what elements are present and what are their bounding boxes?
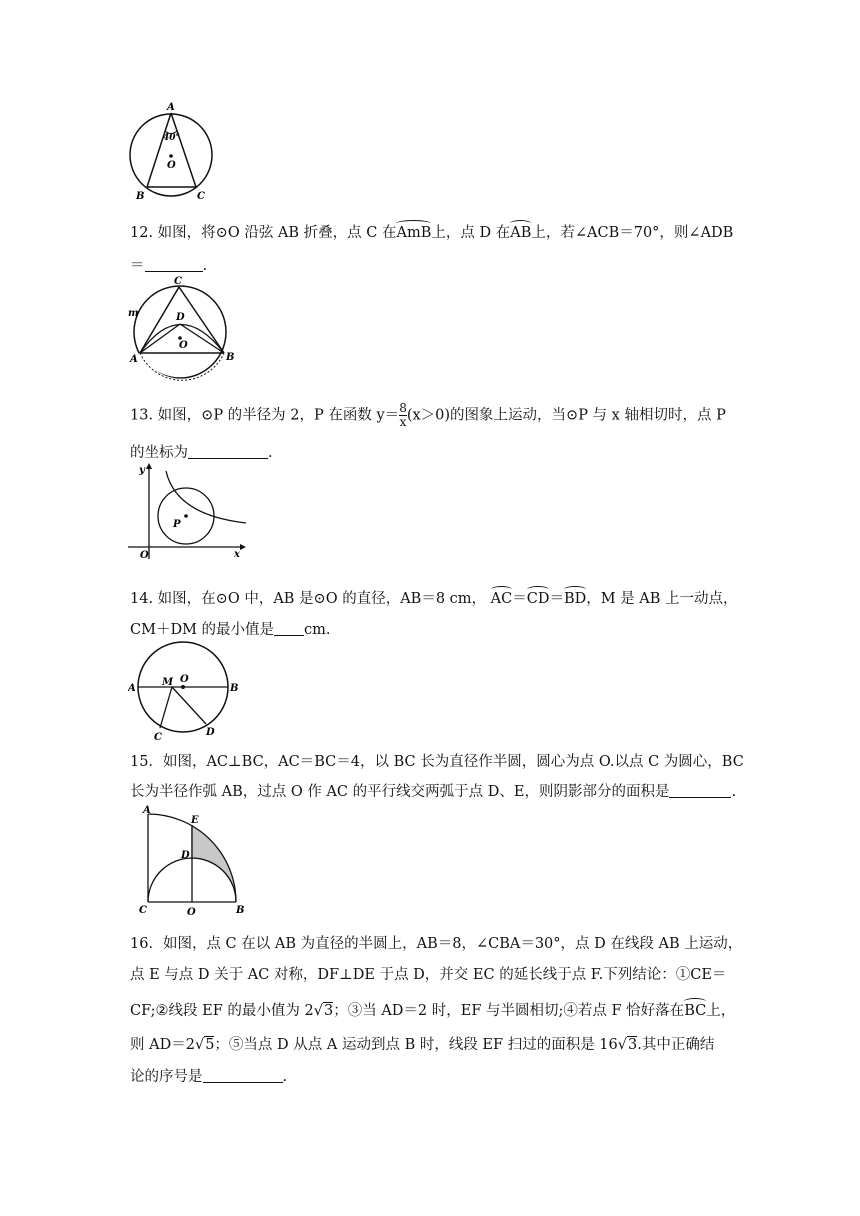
q13-line2 (130, 441, 273, 462)
q16-text-g: ；⑤当点 D 从点 A 运动到点 B 时，线段 EF 扫过的面积是 16 (214, 1037, 618, 1053)
q13-text-b: (x＞0)的图象上运动，当⊙P 与 x 轴相切时，点 P (406, 407, 726, 424)
answer-blank-q14[interactable] (274, 621, 304, 637)
label-c: C (139, 905, 147, 916)
q12-text-a: 如图，将⊙O 沿弦 AB 折叠，点 C 在 (157, 225, 397, 241)
arc-ab: AB (510, 225, 532, 241)
label-p: P (173, 519, 181, 530)
figure-q13 (128, 463, 246, 559)
arc-bd: BD (563, 591, 587, 607)
answer-blank-q16[interactable] (203, 1068, 283, 1084)
q16-line5 (130, 1065, 287, 1086)
q12-line1 (130, 221, 733, 242)
label-d: D (181, 850, 190, 861)
label-x: x (234, 549, 240, 559)
figure-q15 (136, 804, 252, 920)
q14-eq1: ＝ (512, 591, 527, 607)
q16-text-b: 点 E 与点 D 关于 AC 对称，DF⊥DE 于点 D，并交 EC 的延长线于点 F.下列结论：①CE＝ (130, 967, 727, 983)
label-y: y (139, 465, 145, 476)
q14-text-c: CM＋DM 的最小值是 (130, 622, 275, 638)
q14-eq2: ＝ (549, 591, 564, 607)
label-b: B (230, 683, 239, 694)
answer-blank-q13[interactable] (188, 444, 268, 460)
label-d: D (206, 727, 215, 738)
label-o: O (180, 674, 189, 685)
q15-number: 15． (130, 754, 163, 770)
fraction-8-over-x (399, 402, 407, 429)
q12-line2 (130, 254, 207, 275)
q14-line1 (130, 587, 738, 608)
label-o: O (179, 340, 188, 351)
label-o: O (167, 160, 176, 171)
q16-text-h: .其中正确结 (637, 1037, 715, 1053)
q16-line2 (130, 963, 726, 984)
label-a: A (143, 805, 151, 816)
figure-q12 (128, 274, 240, 386)
sqrt-3: 3 (323, 1003, 334, 1019)
q16-text-d: ；③当 AD＝2 时，EF 与半圆相切;④若点 F 恰好落在 (333, 1003, 685, 1019)
label-b: B (226, 352, 235, 363)
arc-amb: AmB (396, 225, 432, 241)
q13-line1 (130, 402, 726, 429)
q14-end: cm. (304, 622, 331, 638)
q12-end: . (202, 258, 208, 274)
q12-number: 12. (130, 225, 154, 241)
q16-text-e: 上， (706, 1003, 736, 1019)
label-a: A (128, 683, 136, 694)
label-e: E (191, 815, 199, 826)
answer-blank-q15[interactable] (669, 783, 731, 799)
label-a: A (130, 354, 138, 365)
q15-end: . (731, 784, 737, 800)
q14-number: 14. (130, 591, 154, 607)
q13-text-c: 的坐标为 (130, 445, 188, 461)
label-c: C (154, 732, 162, 742)
q15-line2 (130, 780, 736, 801)
q16-text-i: 论的序号是 (130, 1069, 203, 1085)
q16-line4: 则 AD＝2√5；⑤当点 D 从点 A 运动到点 B 时，线段 EF 扫过的面积是 16√3.其中正确结 (130, 1037, 715, 1053)
q15-line1 (130, 750, 744, 771)
sqrt-5: 5 (205, 1037, 215, 1053)
q13-end: . (268, 445, 273, 461)
label-c: C (197, 191, 205, 202)
arc-ac: AC (490, 591, 513, 607)
q16-text-f: 则 AD＝2 (130, 1037, 195, 1053)
q13-number: 13. (130, 407, 154, 424)
q16-line1 (130, 932, 742, 953)
label-o: O (140, 550, 149, 559)
q15-text-a: 如图，AC⊥BC，AC＝BC＝4，以 BC 长为直径作半圆，圆心为点 O.以点 C 为圆心，BC (162, 754, 744, 770)
q16-end: . (282, 1069, 288, 1085)
sqrt-3b: 3 (628, 1037, 638, 1053)
q12-equals: ＝ (130, 258, 145, 274)
figure-q14 (128, 640, 244, 742)
arc-cd: CD (526, 591, 550, 607)
q13-text-a: 如图，⊙P 的半径为 2，P 在函数 y＝ (157, 407, 400, 424)
q14-text-b: ，M 是 AB 上一动点， (586, 591, 738, 607)
q16-text-a: 如图，点 C 在以 AB 为直径的半圆上，AB＝8，∠CBA＝30°，点 D 在线段 AB 上运动， (162, 936, 743, 952)
label-angle: 40° (163, 133, 181, 143)
label-c: C (174, 276, 182, 287)
figure-q11 (125, 100, 225, 202)
q16-text-c: CF;②线段 EF 的最小值为 2 (130, 1003, 314, 1019)
q14-text-a: 如图，在⊙O 中，AB 是⊙O 的直径，AB＝8 cm， (157, 591, 487, 607)
q12-text-b: 上，点 D 在 (431, 225, 511, 241)
arc-bc: BC (684, 1003, 707, 1019)
label-d: D (176, 312, 185, 323)
frac-numerator: 8 (399, 401, 407, 415)
frac-denominator: x (399, 415, 407, 429)
label-a: A (167, 102, 175, 113)
label-m: m (128, 308, 139, 319)
answer-blank-q12[interactable] (145, 257, 203, 273)
q16-number: 16． (130, 936, 163, 952)
q16-line3: CF;②线段 EF 的最小值为 2√3；③当 AD＝2 时，EF 与半圆相切;④若点 F 恰好落在BC上， (130, 1003, 736, 1019)
q15-text-b: 长为半径作弧 AB，过点 O 作 AC 的平行线交两弧于点 D、E，则阴影部分的面积是 (130, 784, 670, 800)
label-m: M (162, 677, 174, 688)
q14-line2 (130, 618, 331, 639)
label-b: B (236, 905, 245, 916)
q12-text-c: 上，若∠ACB＝70°，则∠ADB (531, 225, 734, 241)
label-o: O (187, 907, 196, 918)
label-b: B (136, 191, 145, 202)
